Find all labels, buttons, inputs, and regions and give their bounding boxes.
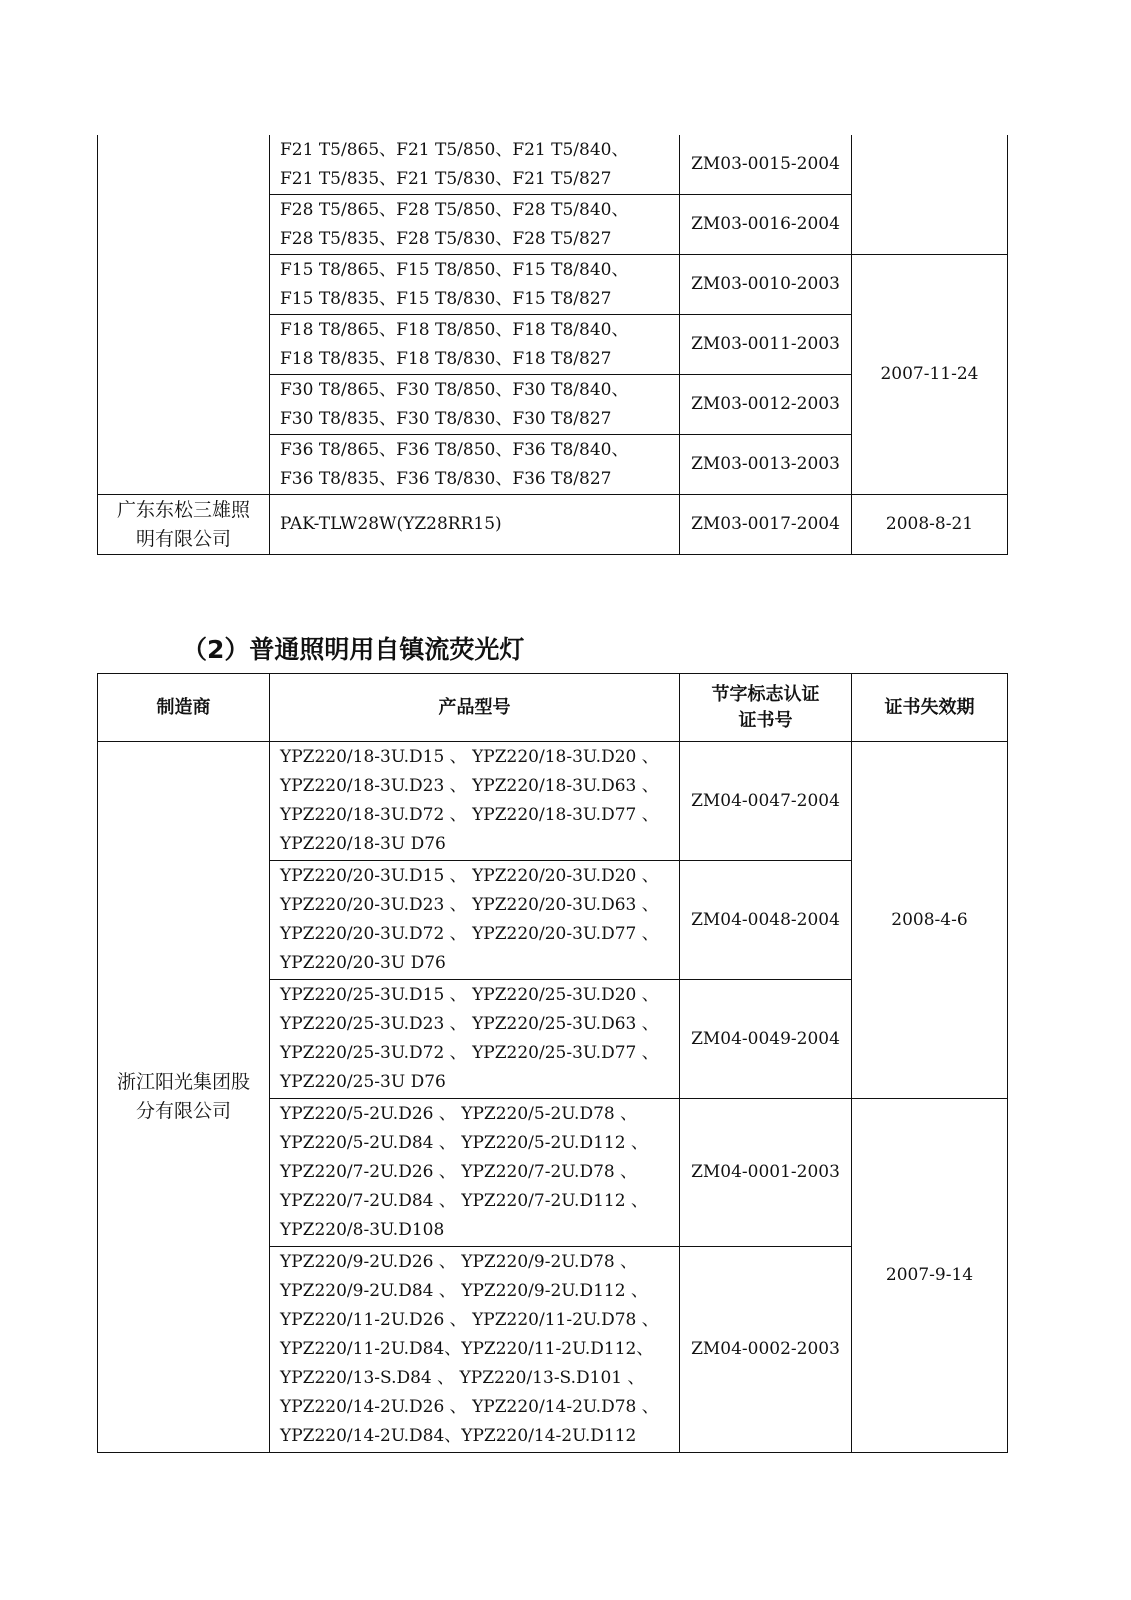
table-header-row [98,674,1008,742]
cert-number: ZM04-0002-2003 [680,1247,852,1453]
cert-number: ZM03-0017-2004 [680,495,852,555]
model-cell: YPZ220/25-3U.D15 、 YPZ220/25-3U.D20 、 YPZ220/25-3U.D23 、 YPZ220/25-3U.D63 、 YPZ220/25-3U.D72 、 YPZ220/25-3U.D77 、 YPZ220/25-3U D76 [270,980,680,1099]
header-model: 产品型号 [270,674,680,742]
model-cell: F30 T8/865、F30 T8/850、F30 T8/840、 F30 T8/835、F30 T8/830、F30 T8/827 [270,375,680,435]
expiry-date: 2007-11-24 [852,255,1008,495]
expiry-date: 2007-9-14 [852,1099,1008,1453]
table-row [98,135,1008,195]
model-cell: YPZ220/5-2U.D26 、 YPZ220/5-2U.D78 、 YPZ220/5-2U.D84 、 YPZ220/5-2U.D112 、 YPZ220/7-2U.D26 、 YPZ220/7-2U.D78 、 YPZ220/7-2U.D84 、 YPZ220/7-2U.D112 、 YPZ220/8-3U.D108 [270,1099,680,1247]
cert-number: ZM03-0011-2003 [680,315,852,375]
cert-number: ZM04-0049-2004 [680,980,852,1099]
cert-number: ZM04-0047-2004 [680,742,852,861]
maker-name: 浙江阳光集团股 分有限公司 [98,742,270,1453]
cert-number: ZM03-0010-2003 [680,255,852,315]
expiry-date: 2008-8-21 [852,495,1008,555]
expiry-cell-empty [852,135,1008,255]
model-cell: F21 T5/865、F21 T5/850、F21 T5/840、 F21 T5/835、F21 T5/830、F21 T5/827 [270,135,680,195]
model-cell: F18 T8/865、F18 T8/850、F18 T8/840、 F18 T8/835、F18 T8/830、F18 T8/827 [270,315,680,375]
cert-number: ZM04-0001-2003 [680,1099,852,1247]
energy-cert-table-continued [97,135,1008,555]
model-cell: PAK-TLW28W(YZ28RR15) [270,495,680,555]
expiry-date: 2008-4-6 [852,742,1008,1099]
maker-name: 广东东松三雄照 明有限公司 [98,495,270,555]
cert-number: ZM03-0015-2004 [680,135,852,195]
header-maker: 制造商 [98,674,270,742]
cert-number: ZM04-0048-2004 [680,861,852,980]
model-cell: F28 T5/865、F28 T5/850、F28 T5/840、 F28 T5/835、F28 T5/830、F28 T5/827 [270,195,680,255]
cert-number: ZM03-0012-2003 [680,375,852,435]
model-cell: F36 T8/865、F36 T8/850、F36 T8/840、 F36 T8/835、F36 T8/830、F36 T8/827 [270,435,680,495]
header-expiry: 证书失效期 [852,674,1008,742]
cert-number: ZM03-0013-2003 [680,435,852,495]
model-cell: YPZ220/9-2U.D26 、 YPZ220/9-2U.D78 、 YPZ220/9-2U.D84 、 YPZ220/9-2U.D112 、 YPZ220/11-2U.D26 、 YPZ220/11-2U.D78 、 YPZ220/11-2U.D84、YPZ220/11-2U.D112、 YPZ220/13-S.D84 、 YPZ220/13-S.D101 、 YPZ220/14-2U.D26 、 YPZ220/14-2U.D78 、 YPZ220/14-2U.D84、YPZ220/14-2U.D112 [270,1247,680,1453]
cert-number: ZM03-0016-2004 [680,195,852,255]
table-row [98,742,1008,861]
table-row [98,495,1008,555]
maker-cell-empty [98,135,270,495]
section-title: （2）普通照明用自镇流荧光灯 [182,635,525,664]
model-cell: F15 T8/865、F15 T8/850、F15 T8/840、 F15 T8/835、F15 T8/830、F15 T8/827 [270,255,680,315]
self-ballasted-lamp-cert-table [97,673,1008,1453]
model-cell: YPZ220/18-3U.D15 、 YPZ220/18-3U.D20 、 YPZ220/18-3U.D23 、 YPZ220/18-3U.D63 、 YPZ220/18-3U.D72 、 YPZ220/18-3U.D77 、 YPZ220/18-3U D76 [270,742,680,861]
model-cell: YPZ220/20-3U.D15 、 YPZ220/20-3U.D20 、 YPZ220/20-3U.D23 、 YPZ220/20-3U.D63 、 YPZ220/20-3U.D72 、 YPZ220/20-3U.D77 、 YPZ220/20-3U D76 [270,861,680,980]
header-cert: 节字标志认证 证书号 [680,674,852,742]
